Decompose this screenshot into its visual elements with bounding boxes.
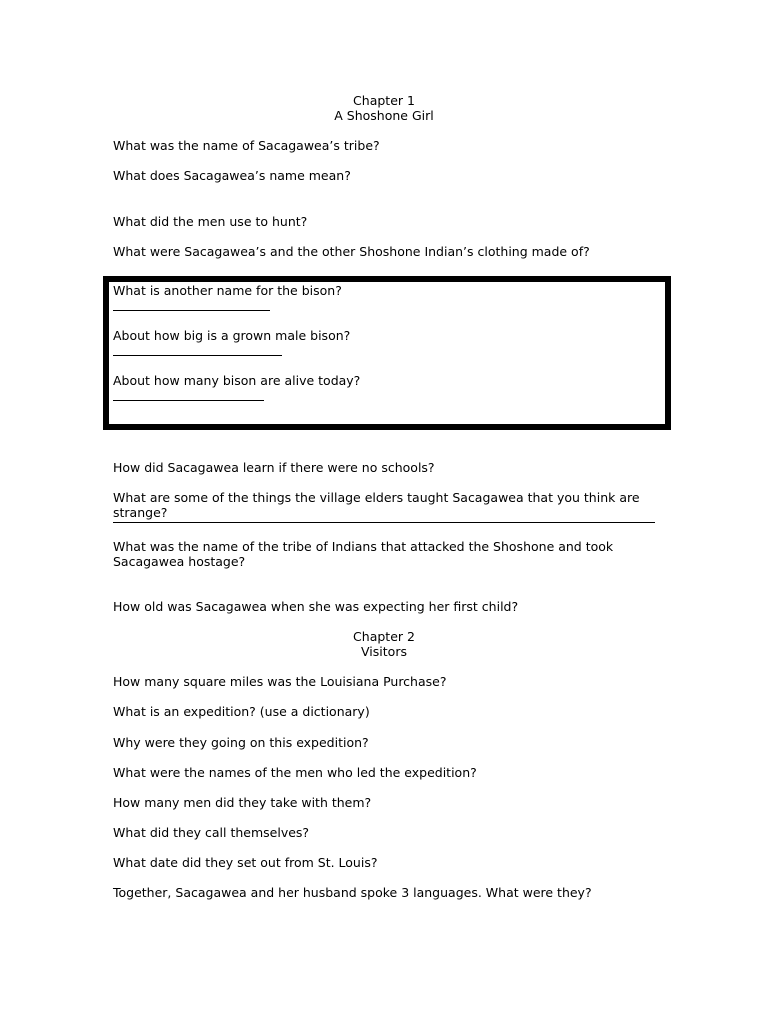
question-bison-size: About how big is a grown male bison? bbox=[113, 328, 351, 343]
question-expedition-leaders: What were the names of the men who led the expedition? bbox=[113, 765, 477, 780]
question-attacking-tribe: What was the name of the tribe of Indians that attacked the Shoshone and took Sacagawea hostage? bbox=[113, 539, 614, 569]
answer-rule bbox=[113, 522, 655, 523]
question-tribe-name: What was the name of Sacagawea’s tribe? bbox=[113, 138, 380, 153]
chapter-1-heading: Chapter 1 bbox=[353, 93, 415, 108]
question-bison-other-name: What is another name for the bison? bbox=[113, 283, 342, 298]
chapter-1-subtitle: A Shoshone Girl bbox=[334, 108, 434, 123]
question-departure-date: What date did they set out from St. Louis? bbox=[113, 855, 378, 870]
chapter-2-heading: Chapter 2 bbox=[353, 629, 415, 644]
answer-line bbox=[113, 310, 270, 311]
question-learning: How did Sacagawea learn if there were no schools? bbox=[113, 460, 435, 475]
answer-line bbox=[113, 400, 264, 401]
question-age-first-child: How old was Sacagawea when she was expecting her first child? bbox=[113, 599, 519, 614]
question-elders-taught: What are some of the things the village elders taught Sacagawea that you think are strange? bbox=[113, 490, 640, 520]
question-bison-count: About how many bison are alive today? bbox=[113, 373, 361, 388]
question-hunt: What did the men use to hunt? bbox=[113, 214, 308, 229]
question-expedition-definition: What is an expedition? (use a dictionary) bbox=[113, 704, 370, 719]
bison-question-box bbox=[103, 276, 671, 430]
question-clothing: What were Sacagawea’s and the other Shoshone Indian’s clothing made of? bbox=[113, 244, 590, 259]
question-men-count: How many men did they take with them? bbox=[113, 795, 372, 810]
question-languages: Together, Sacagawea and her husband spoke 3 languages. What were they? bbox=[113, 885, 592, 900]
question-louisiana-purchase: How many square miles was the Louisiana Purchase? bbox=[113, 674, 447, 689]
chapter-2-subtitle: Visitors bbox=[361, 644, 407, 659]
question-expedition-reason: Why were they going on this expedition? bbox=[113, 735, 369, 750]
answer-line bbox=[113, 355, 282, 356]
question-group-name: What did they call themselves? bbox=[113, 825, 310, 840]
question-name-meaning: What does Sacagawea’s name mean? bbox=[113, 168, 351, 183]
